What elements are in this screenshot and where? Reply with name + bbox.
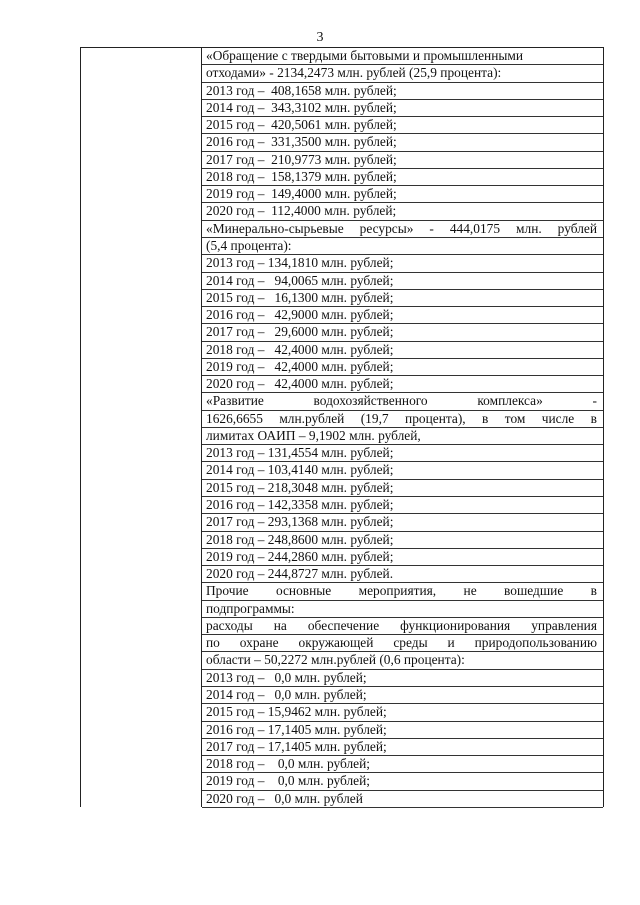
table-line: 2014 год – 94,0065 млн. рублей;: [202, 273, 603, 290]
table-line: расходы на обеспечение функционирования управления: [202, 618, 603, 635]
table-line: 2016 год – 42,9000 млн. рублей;: [202, 307, 603, 324]
table-right-column: [202, 48, 603, 807]
table-line: 2013 год – 134,1810 млн. рублей;: [202, 255, 603, 272]
table-line: 2019 год – 244,2860 млн. рублей;: [202, 549, 603, 566]
table-line: 2018 год – 158,1379 млн. рублей;: [202, 169, 603, 186]
table-line: лимитах ОАИП – 9,1902 млн. рублей,: [202, 428, 603, 445]
table-line: «Минерально-сырьевые ресурсы» - 444,0175 млн. рублей: [202, 221, 603, 238]
table-line: 1626,6655 млн.рублей (19,7 процента), в том числе в: [202, 411, 603, 428]
table-line: 2014 год – 103,4140 млн. рублей;: [202, 462, 603, 479]
table-line: 2017 год – 210,9773 млн. рублей;: [202, 152, 603, 169]
table-line: 2013 год – 0,0 млн. рублей;: [202, 670, 603, 687]
table-line: 2015 год – 218,3048 млн. рублей;: [202, 480, 603, 497]
table-line: «Развитие водохозяйственного комплекса» -: [202, 393, 603, 410]
table-line: (5,4 процента):: [202, 238, 603, 255]
table-line: по охране окружающей среды и природопользованию: [202, 635, 603, 652]
table-line: 2017 год – 29,6000 млн. рублей;: [202, 324, 603, 341]
table-line: 2020 год – 42,4000 млн. рублей;: [202, 376, 603, 393]
table-line: 2019 год – 149,4000 млн. рублей;: [202, 186, 603, 203]
table-line: 2017 год – 293,1368 млн. рублей;: [202, 514, 603, 531]
table-line: 2013 год – 131,4554 млн. рублей;: [202, 445, 603, 462]
table-line: 2019 год – 0,0 млн. рублей;: [202, 773, 603, 790]
table-left-column: [81, 48, 202, 807]
table-line: 2015 год – 420,5061 млн. рублей;: [202, 117, 603, 134]
table-line: «Обращение с твердыми бытовыми и промышленными: [202, 48, 603, 65]
table-line: 2018 год – 248,8600 млн. рублей;: [202, 532, 603, 549]
table-line: Прочие основные мероприятия, не вошедшие в: [202, 583, 603, 600]
table-line: 2017 год – 17,1405 млн. рублей;: [202, 739, 603, 756]
table-line: 2015 год – 15,9462 млн. рублей;: [202, 704, 603, 721]
page-number: 3: [316, 30, 324, 45]
table-line: 2020 год – 244,8727 млн. рублей.: [202, 566, 603, 583]
table-line: отходами» - 2134,2473 млн. рублей (25,9 процента):: [202, 65, 603, 82]
table-line: 2014 год – 0,0 млн. рублей;: [202, 687, 603, 704]
table-line: 2020 год – 112,4000 млн. рублей;: [202, 203, 603, 220]
table-line: 2020 год – 0,0 млн. рублей: [202, 791, 603, 808]
table-line: 2018 год – 42,4000 млн. рублей;: [202, 342, 603, 359]
table-line: 2016 год – 17,1405 млн. рублей;: [202, 722, 603, 739]
table-line: 2018 год – 0,0 млн. рублей;: [202, 756, 603, 773]
table-line: области – 50,2272 млн.рублей (0,6 процента):: [202, 652, 603, 669]
table-line: подпрограммы:: [202, 601, 603, 618]
table-line: 2019 год – 42,4000 млн. рублей;: [202, 359, 603, 376]
table-line: 2016 год – 142,3358 млн. рублей;: [202, 497, 603, 514]
table-line: 2013 год – 408,1658 млн. рублей;: [202, 83, 603, 100]
table-line: 2014 год – 343,3102 млн. рублей;: [202, 100, 603, 117]
table-line: 2015 год – 16,1300 млн. рублей;: [202, 290, 603, 307]
budget-table: [80, 47, 604, 807]
table-line: 2016 год – 331,3500 млн. рублей;: [202, 134, 603, 151]
